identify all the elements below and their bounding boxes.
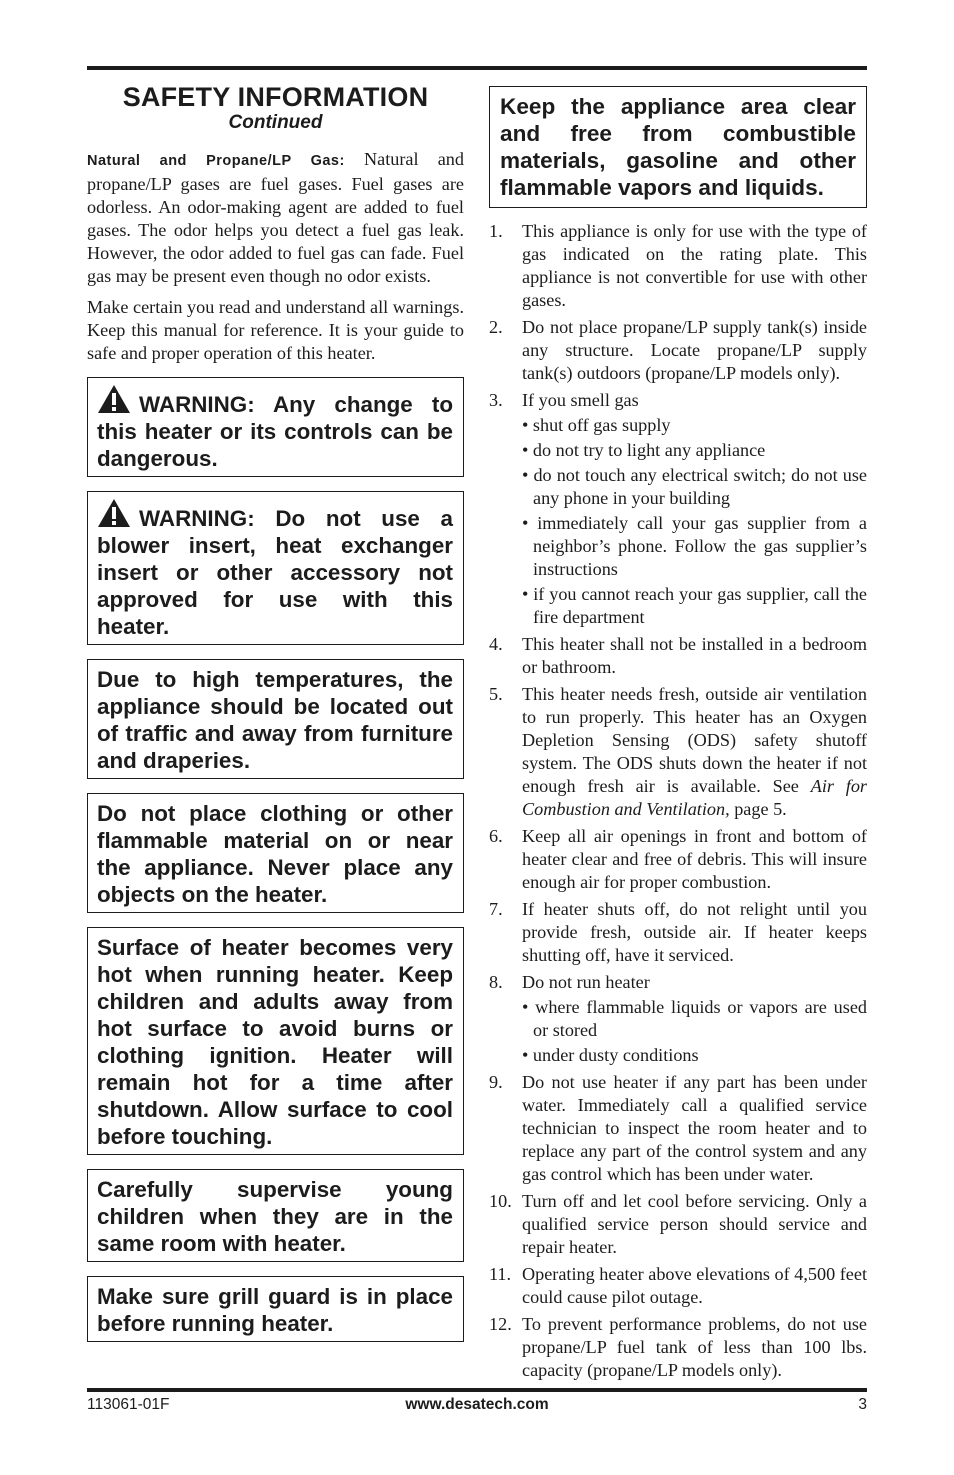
notice-box-clothing: Do not place clothing or other flammable material on or near the appliance. Never place any objects on the heater.	[87, 793, 464, 913]
page-number: 3	[858, 1396, 867, 1413]
gas-paragraph-text: Natural and propane/LP gases are fuel gases. Fuel gases are odorless. An odor-making agent are added to fuel gases. The odor helps you detect a fuel gas leak. However, the odor added to fuel gas can fade. Fuel gas may be present even though no odor exists.	[87, 149, 464, 286]
list-bullet: • immediately call your gas supplier from a neighbor’s phone. Follow the gas supplier’s instructions	[522, 513, 867, 579]
list-item-text: If you smell gas	[522, 390, 639, 410]
list-item-text: To prevent performance problems, do not use propane/LP fuel tank of less than 100 lbs. capacity (propane/LP models only).	[522, 1314, 867, 1380]
list-bullet: • shut off gas supply	[522, 415, 671, 435]
notice-box-hot-surface: Surface of heater becomes very hot when running heater. Keep children and adults away from hot surface to avoid burns or clothing ignition. Heater will remain hot for a time after shutdown. Allow surface to cool before touching.	[87, 927, 464, 1155]
list-item	[489, 971, 867, 1067]
list-item-text	[522, 683, 867, 821]
website-link[interactable]: www.desatech.com	[405, 1396, 549, 1413]
list-item-text: If heater shuts off, do not relight until you provide fresh, outside air. If heater keeps shutting off, have it serviced.	[522, 899, 867, 965]
warning-box-change	[87, 377, 464, 477]
notice-box-children: Carefully supervise young children when they are in the same room with heater.	[87, 1169, 464, 1262]
list-item	[489, 1071, 867, 1186]
list-item-text: Operating heater above elevations of 4,500 feet could cause pilot outage.	[522, 1264, 867, 1307]
list-item	[489, 825, 867, 894]
safety-list	[489, 220, 867, 1382]
list-item-number: 9.	[489, 1072, 503, 1092]
bottom-rule	[87, 1388, 867, 1392]
gas-paragraph	[87, 148, 464, 288]
list-item-number: 6.	[489, 826, 503, 846]
list-bullet: • under dusty conditions	[522, 1045, 699, 1065]
section-reference: Air for Combustion and Ventilation,	[522, 776, 868, 819]
page-footer	[87, 1396, 867, 1416]
warning-change-text: WARNING: Any change to this heater or its controls can be dangerous.	[97, 392, 453, 471]
gas-paragraph-lead: Natural and Propane/LP Gas:	[87, 153, 345, 169]
list-item-number: 2.	[489, 317, 503, 337]
warning-box-blower	[87, 491, 464, 645]
list-item-text: Turn off and let cool before servicing. Only a qualified service person should service and repair heater.	[522, 1191, 867, 1257]
top-rule	[87, 66, 867, 70]
warning-blower-text: WARNING: Do not use a blower insert, heat exchanger insert or other accessory not approved for use with this heater.	[97, 506, 453, 639]
list-item-text: Do not use heater if any part has been under water. Immediately call a qualified service technician to inspect the room heater and to replace any part of the control system and any gas control which has been under water.	[522, 1072, 867, 1184]
list-bullet: • where flammable liquids or vapors are used or stored	[522, 997, 867, 1040]
list-item-text-after: page 5.	[729, 799, 787, 819]
list-item-number: 4.	[489, 634, 503, 654]
notice-box-combustibles: Keep the appliance area clear and free from combustible materials, gasoline and other flammable vapors and liquids.	[489, 86, 867, 208]
list-item	[489, 683, 867, 821]
list-item	[489, 1190, 867, 1259]
list-item	[489, 1263, 867, 1309]
document-number: 113061-01F	[87, 1396, 170, 1413]
list-item-number: 1.	[489, 221, 503, 241]
notice-box-location: Due to high temperatures, the appliance should be located out of traffic and away from furniture and draperies.	[87, 659, 464, 779]
list-item-text: Do not place propane/LP supply tank(s) inside any structure. Locate propane/LP supply tank(s) outdoors (propane/LP models only).	[522, 317, 867, 383]
list-item-text: This heater shall not be installed in a bedroom or bathroom.	[522, 634, 867, 677]
right-column	[489, 86, 867, 1386]
list-item-text: Do not run heater	[522, 972, 650, 992]
list-item	[489, 316, 867, 385]
notice-box-grill-guard: Make sure grill guard is in place before running heater.	[87, 1276, 464, 1342]
list-item-number: 10.	[489, 1191, 512, 1211]
list-item-number: 12.	[489, 1314, 512, 1334]
list-item	[489, 1313, 867, 1382]
list-item-text-main: This heater needs fresh, outside air ventilation to run properly. This heater has an Oxygen Depletion Sensing (ODS) safety shutoff system. The ODS shuts down the heater if not enough fresh air is available. See	[522, 684, 867, 796]
list-item-number: 3.	[489, 390, 503, 410]
warning-triangle-icon	[97, 498, 131, 528]
list-item	[489, 389, 867, 629]
list-bullet: • do not touch any electrical switch; do not use any phone in your building	[522, 465, 867, 508]
section-subtitle: Continued	[228, 112, 323, 133]
warning-triangle-icon	[97, 384, 131, 414]
list-item-number: 8.	[489, 972, 503, 992]
list-bullet: • if you cannot reach your gas supplier, call the fire department	[522, 584, 867, 627]
list-item	[489, 898, 867, 967]
list-bullet: • do not try to light any appliance	[522, 440, 766, 460]
list-item-number: 11.	[489, 1264, 512, 1284]
list-item-number: 5.	[489, 684, 503, 704]
section-title: SAFETY INFORMATION	[122, 82, 429, 112]
read-manual-paragraph: Make certain you read and understand all warnings. Keep this manual for reference. It is your guide to safe and proper operation of this heater.	[87, 297, 464, 363]
left-column	[87, 82, 464, 1342]
list-item-text: Keep all air openings in front and bottom of heater clear and free of debris. This will insure enough air for proper combustion.	[522, 826, 867, 892]
list-item	[489, 220, 867, 312]
list-item-number: 7.	[489, 899, 503, 919]
list-item-text: This appliance is only for use with the type of gas indicated on the rating plate. This appliance is not convertible for use with other gases.	[522, 221, 867, 310]
list-item	[489, 633, 867, 679]
